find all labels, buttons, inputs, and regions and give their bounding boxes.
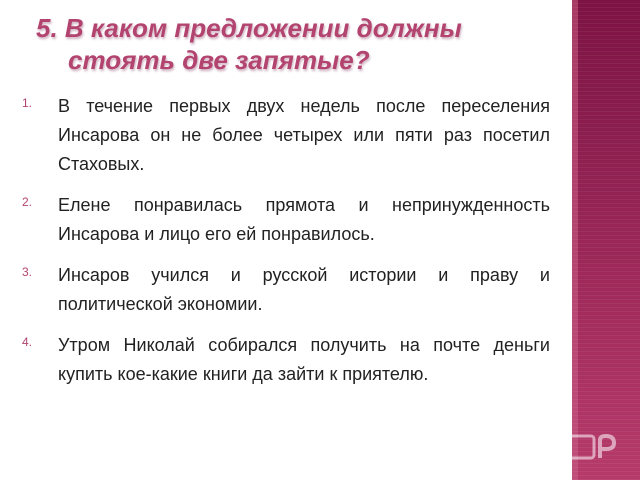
list-item-number: 2. xyxy=(22,195,33,209)
list-item xyxy=(22,331,550,389)
watermark-logo-icon xyxy=(544,430,634,466)
list-item-text: Утром Николай собирался получить на почте деньги купить кое-какие книги да зайти к приятелю. xyxy=(58,335,550,384)
list-item-text: В течение первых двух недель после переселения Инсарова он не более четырех или пяти раз посетил Стаховых. xyxy=(58,96,550,174)
list-item xyxy=(22,191,550,249)
list-item-text: Инсаров учился и русской истории и праву и политической экономии. xyxy=(58,265,550,314)
list-item-number: 3. xyxy=(22,265,33,279)
sentence-list xyxy=(22,92,550,401)
list-item-number: 1. xyxy=(22,96,33,110)
slide-title xyxy=(36,12,556,76)
decorative-side-stripe xyxy=(572,0,640,480)
list-item-text: Елене понравилась прямота и непринужденность Инсарова и лицо его ей понравилось. xyxy=(58,195,550,244)
slide-title-line-1: 5. В каком предложении должны xyxy=(36,13,462,43)
list-item xyxy=(22,261,550,319)
list-item-number: 4. xyxy=(22,335,33,349)
list-item xyxy=(22,92,550,179)
slide-title-line-2: стоять две запятые? xyxy=(68,45,370,75)
